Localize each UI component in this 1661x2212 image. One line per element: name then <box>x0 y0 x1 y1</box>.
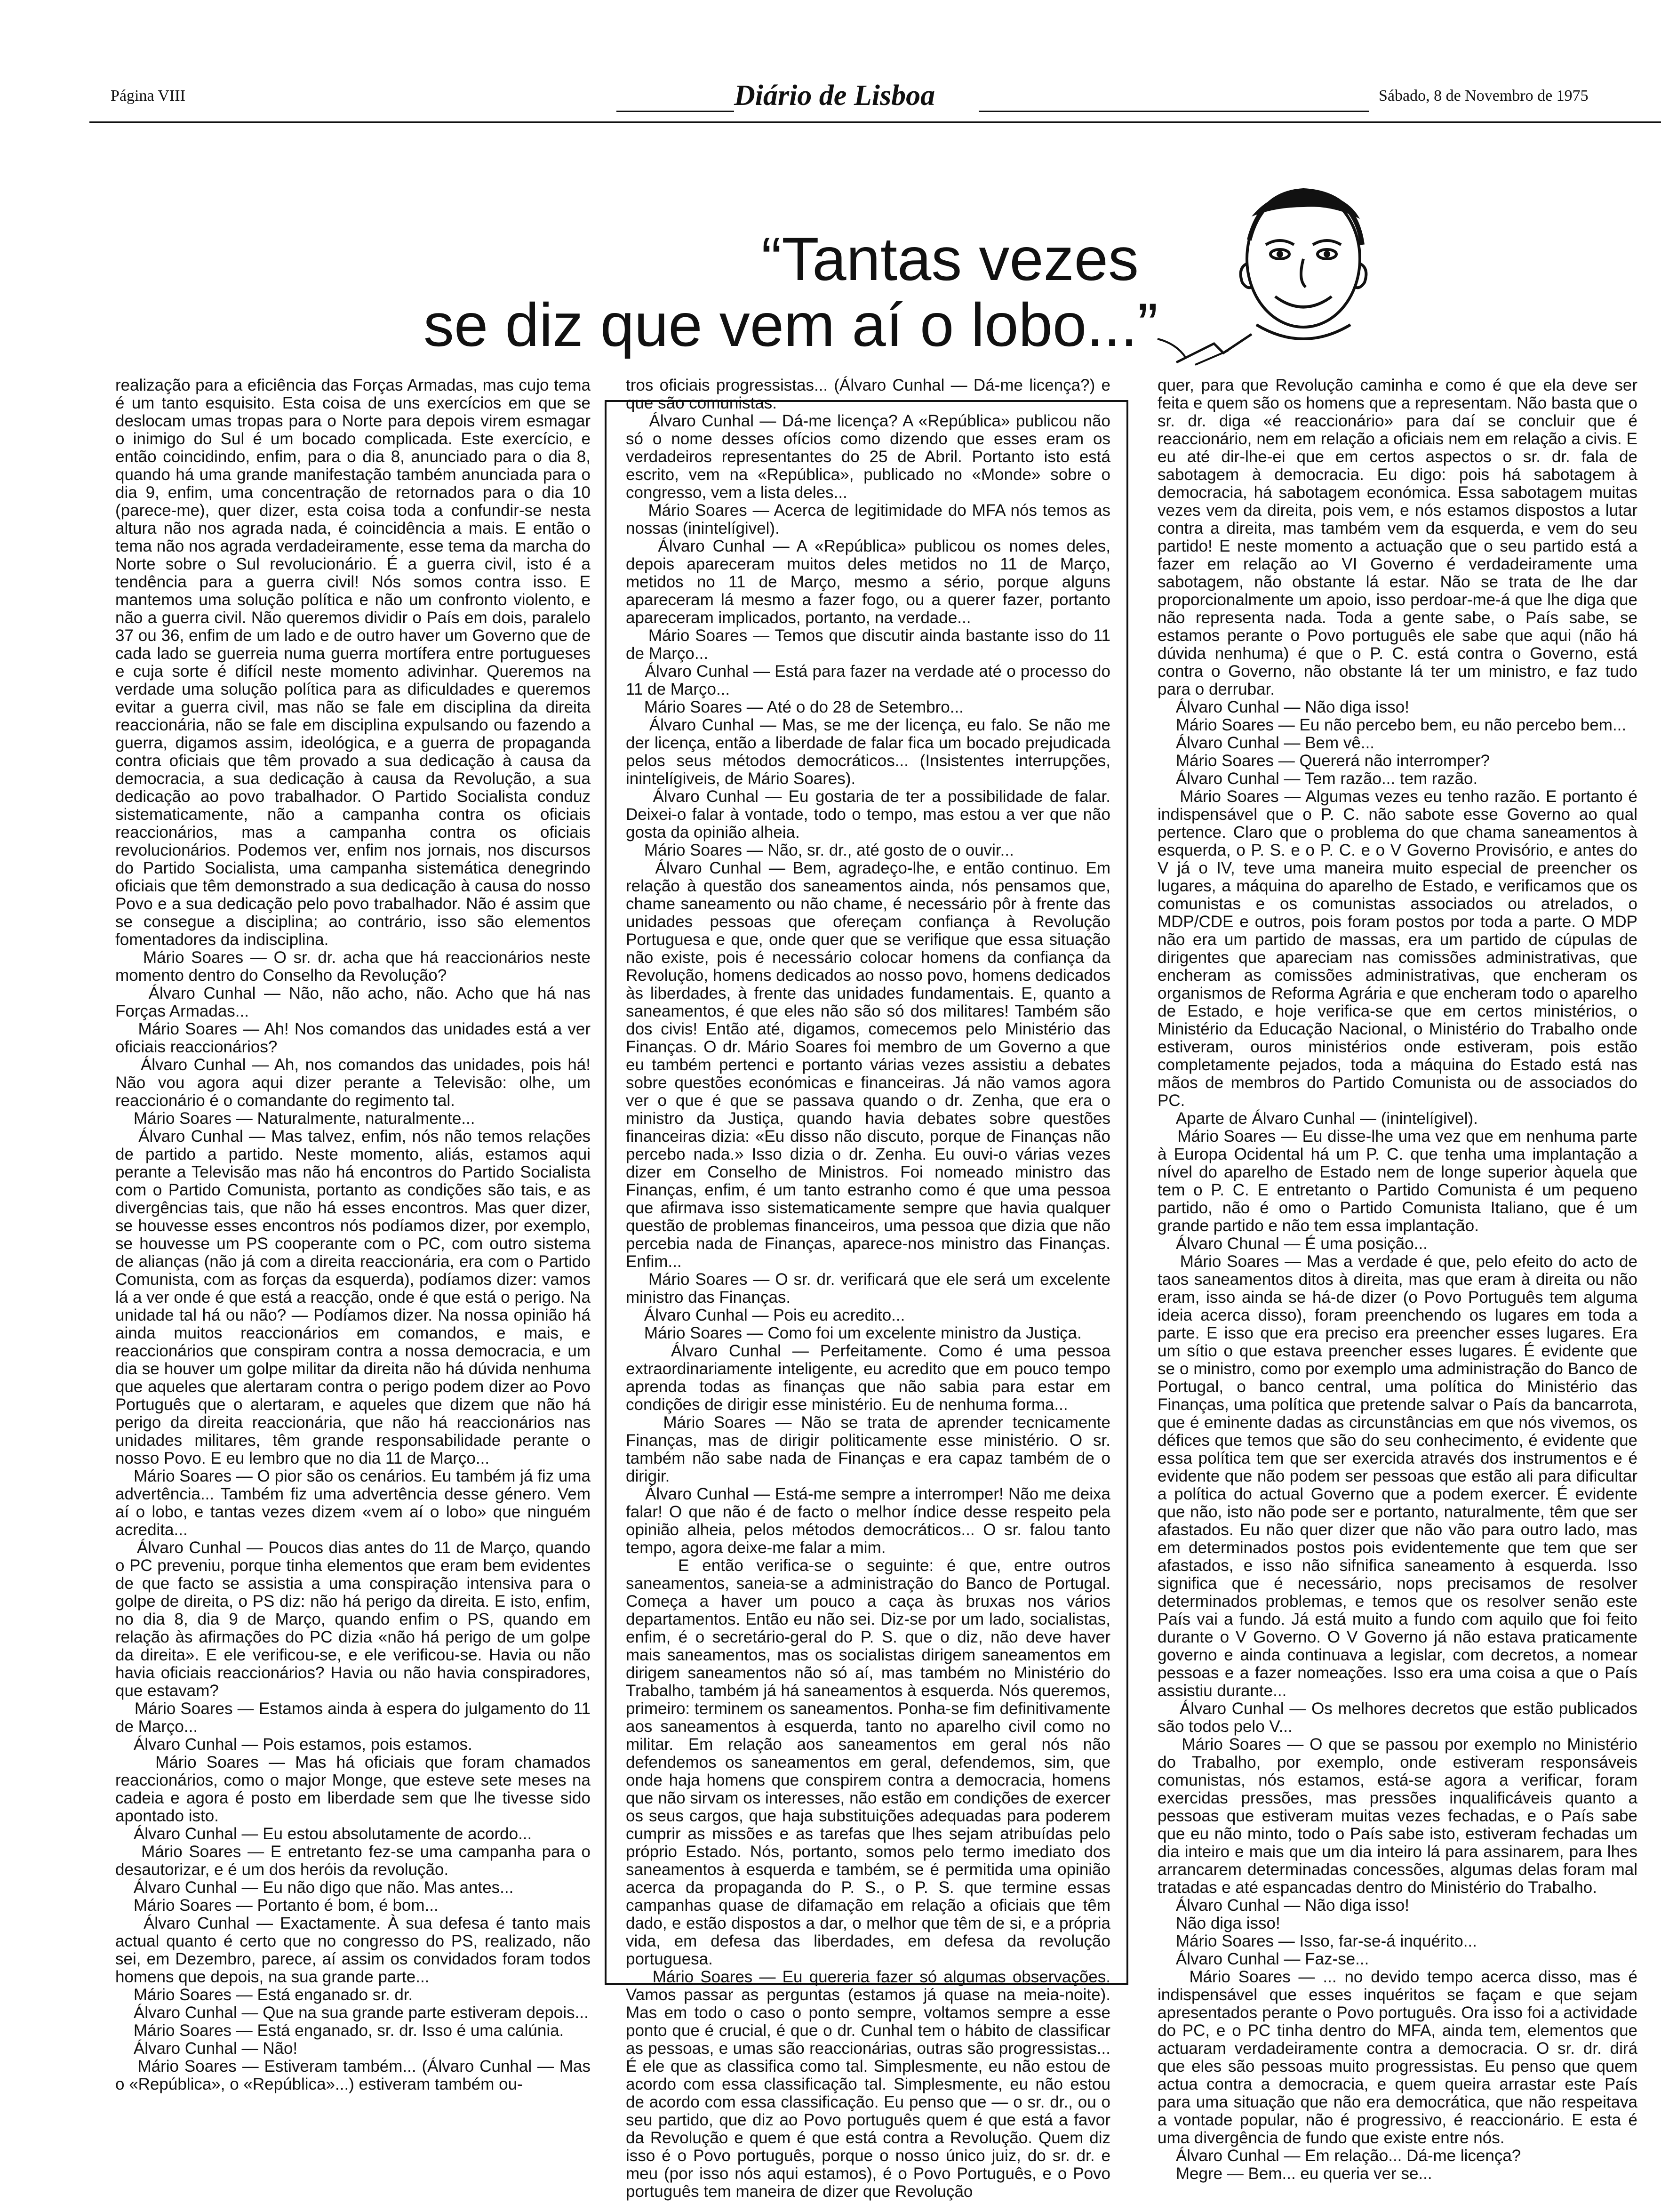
page-header <box>89 71 1661 122</box>
headline <box>423 224 1158 359</box>
masthead: Diário de Lisboa <box>734 80 935 112</box>
article-column-2: tros oficiais progressistas... (Álvaro Cunhal — Dá-me licença?) e que são comunistas. Álvaro Cunhal — Dá-me licença? A «República» publicou não só o nome desses ofícios como dizendo que esses eram os verdadeiros representantes do 25 de Abril. Portanto isto está escrito, vem na «República», publicado no «Monde» sobre o congresso, vem a lista deles... Mário Soares — Acerca de legitimidade do MFA nós temos as nossas (inintelígivel). Álvaro Cunhal — A «República» publicou os nomes deles, depois apareceram muitos deles metidos no 11 de Março, metidos no 11 de Março, mesmo a sério, porque alguns apareceram lá mesmo a fazer fogo, ou a querer fazer, portanto apareceram implicados, portanto, na verdade... Mário Soares — Temos que discutir ainda bastante isso do 11 de Março... Álvaro Cunhal — Está para fazer na verdade até o processo do 11 de Março... Mário Soares — Até o do 28 de Setembro... Álvaro Cunhal — Mas, se me der licença, eu falo. Se não me der licença, então a liberdade de falar fica um bocado prejudicada pelos seus métodos democráticos... (Insistentes interrupções, inintelígiveis, de Mário Soares). Álvaro Cunhal — Eu gostaria de ter a possibilidade de falar. Deixei-o falar à vontade, todo o tempo, mas estou a ver que não gosta da opinião alheia. Mário Soares — Não, sr. dr., até gosto de o ouvir... Álvaro Cunhal — Bem, agradeço-lhe, e então continuo. Em relação à questão dos saneamentos ainda, nós pensamos que, chame saneamento ou não chame, é necessário pôr à frente das unidades pessoas que ofereçam confiança à Revolução Portuguesa e que, onde quer que se verifique que essa situação não existe, pois é necessário colocar homens da confiança da Revolução, homens dedicados ao nosso povo, homens dedicados às liberdades, à frente das unidades fundamentais. E, quanto a saneamentos, é que eles não são só dos militares! Também são dos civis! Então até, digamos, comecemos pelo Ministério das Finanças. O dr. Mário Soares foi membro de um Governo a que eu também pertenci e portanto várias vezes assistiu a debates sobre questões económicas e financeiras. Já não vamos agora ver o que é que se passava quando o dr. Zenha, que era o ministro da Justiça, quando havia debates sobre questões financeiras dizia: «Eu disso não discuto, porque de Finanças não percebo nada.» Isso dizia o dr. Zenha. Eu ouvi-o várias vezes dizer em Conselho de Ministros. Foi nomeado ministro das Finanças, enfim, é um tanto estranho como é que uma pessoa que afirmava isso sistematicamente sempre que havia qualquer questão de problemas financeiros, uma pessoa que dizia que não percebia nada de Finanças, aparece-nos ministro das Finanças. Enfim... Mário Soares — O sr. dr. verificará que ele será um excelente ministro das Finanças. Álvaro Cunhal — Pois eu acredito... Mário Soares — Como foi um excelente ministro da Justiça. Álvaro Cunhal — Perfeitamente. Como é uma pessoa extraordinariamente inteligente, eu acredito que em pouco tempo aprenda todas as finanças que não sabia para estar em condições de dirigir esse ministério. Eu de nenhuma forma... Mário Soares — Não se trata de aprender tecnicamente Finanças, mas de dirigir politicamente esse ministério. O sr. também não sabe nada de Finanças e era capaz também de o dirigir. Álvaro Cunhal — Está-me sempre a interromper! Não me deixa falar! O que não é de facto o melhor índice desse respeito pela opinião alheia, pelos métodos democráticos... O sr. falou tanto tempo, agora deixe-me falar a mim. E então verifica-se o seguinte: é que, entre outros saneamentos, saneia-se a administração do Banco de Portugal. Começa a haver um pouco a caça às bruxas nos vários departamentos. Então eu não sei. Diz-se por um lado, socialistas, enfim, é o secretário-geral do P. S. que o diz, não deve haver mais saneamentos, mas os socialistas dirigem saneamentos em dirigem saneamentos não só aí, mas também no Ministério do Trabalho, também já há saneamentos à esquerda. Nós queremos, primeiro: terminem os saneamentos. Ponha-se fim definitivamente aos saneamentos à esquerda, tanto no aparelho civil como no militar. Em relação aos saneamentos em geral nós não defendemos os saneamentos em geral, defendemos, sim, que onde haja homens que conspirem contra a democracia, homens que não sirvam os interesses, não estão em condições de exercer os seus cargos, que haja substituições adequadas para poderem cumprir as missões e as tarefas que lhes sejam atribuídas pelo próprio Estado. Nós, portanto, somos pelo termo imediato dos saneamentos à esquerda e também, se é permitida uma opinião acerca da propaganda do P. S., o P. S. que termine essas campanhas quase de difamação em relação a oficiais que têm dado, e estão dispostos a dar, o melhor que têm de si, e a própria vida, em defesa das liberdades, em defesa da revolução portuguesa. Mário Soares — Eu quereria fazer só algumas observações. Vamos passar as perguntas (estamos já quase na meia-noite). Mas em todo o caso o ponto sempre, voltamos sempre a esse ponto que é crucial, é que o dr. Cunhal tem o hábito de classificar as pessoas, e umas são reaccionárias, outras são progressistas... É ele que as classifica como tal. Simplesmente, eu não estou de acordo com essa classificação tal. Simplesmente, eu não estou de acordo com essa classificação. Eu penso que — o sr. dr., ou o seu partido, que diz ao Povo português quem é que está a favor da Revolução e quem é que está contra a Revolução. Quem diz isso é o Povo português, porque o nosso único juiz, do sr. dr. e meu (por isso nós aqui estamos), é o Povo Português, e o Povo português tem maneira de dizer que Revolução <box>626 376 1111 2201</box>
article-column-1: realização para a eficiência das Forças Armadas, mas cujo tema é um tanto esquisito. Esta coisa de uns exercícios em que se deslocam umas tropas para o Norte para depois virem esmagar o inimigo do Sul é um bocado complicada. Este exercício, e então coincidindo, enfim, para o dia 8, anunciado para o dia 8, quando há uma grande manifestação também anunciada para o dia 9, enfim, uma concentração de retornados para o dia 10 (parece-me), quer dizer, esta coisa toda a confundir-se nesta altura não nos agrada nada, é coincidência a mais. E então o tema não nos agrada verdadeiramente, esse tema da marcha do Norte sobre o Sul revolucionário. É a guerra civil, isto é a tendência para a guerra civil! Nós somos contra isso. E mantemos uma solução política e não um confronto violento, e não a guerra civil. Não queremos dividir o País em dois, paralelo 37 ou 36, enfim de um lado e de outro haver um Governo que de cada lado se guerreia numa guerra mortífera entre portugueses e cuja sorte é difícil neste momento adivinhar. Queremos na verdade uma solução política para as dificuldades e queremos evitar a guerra civil, mas não se fale em disciplina da direita reaccionária, não se fale em disciplina expulsando ou fazendo a guerra, digamos assim, ideológica, e a guerra de propaganda contra oficiais que têm provado a sua dedicação à causa da democracia, a sua dedicação à causa da Revolução, a sua dedicação ao povo trabalhador. O Partido Socialista conduz sistematicamente, não a campanha contra os oficiais reaccionários, mas a campanha contra os oficiais revolucionários. Podemos ver, enfim nos jornais, nos discursos do Partido Socialista, uma campanha sistemática denegrindo oficiais que têm demonstrado a sua dedicação à causa do nosso Povo e a sua dedicação pelo povo trabalhador. Não é assim que se consegue a disciplina; ao contrário, isso são elementos fomentadores da indisciplina. Mário Soares — O sr. dr. acha que há reaccionários neste momento dentro do Conselho da Revolução? Álvaro Cunhal — Não, não acho, não. Acho que há nas Forças Armadas... Mário Soares — Ah! Nos comandos das unidades está a ver oficiais reaccionários? Álvaro Cunhal — Ah, nos comandos das unidades, pois há! Não vou agora aqui dizer perante a Televisão: olhe, um reaccionário é o comandante do regimento tal. Mário Soares — Naturalmente, naturalmente... Álvaro Cunhal — Mas talvez, enfim, nós não temos relações de partido a partido. Neste momento, aliás, estamos aqui perante a Televisão mas não há encontros do Partido Socialista com o Partido Comunista, portanto as condições são tais, e as divergências tais, que não há esses encontros. Mas quer dizer, se houvesse esses encontros nós podíamos dizer, por exemplo, se houvesse um PS cooperante com o PC, com outro sistema de alianças (não já com a direita reaccionária, era com o Partido Comunista, com as forças da esquerda), podíamos dizer: vamos lá a ver onde é que está a reacção, onde é que está o perigo. Na unidade tal há ou não? — Podíamos dizer. Na nossa opinião há ainda muitos reaccionários em comandos, e mais, e reaccionários que conspiram contra a nossa democracia, e um dia se houver um golpe militar da direita não há dúvida nenhuma que aqueles que alertaram contra o perigo podem dizer ao Povo Português que o alertaram, e aqueles que dizem que não há perigo da direita reaccionária, que não há reaccionários nas unidades militares, têm grande responsabilidade perante o nosso Povo. E eu lembro que no dia 11 de Março... Mário Soares — O pior são os cenários. Eu também já fiz uma advertência... Também fiz uma advertência desse género. Vem aí o lobo, e tantas vezes dizem «vem aí o lobo» que ninguém acredita... Álvaro Cunhal — Poucos dias antes do 11 de Março, quando o PC preveniu, porque tinha elementos que eram bem evidentes de que facto se assistia a uma conspiração intensiva para o golpe de direita, o PS diz: não há perigo da direita. E isto, enfim, no dia 8, dia 9 de Março, quando enfim o PS, quando em relação às afirmações do PC dizia «não há perigo de um golpe da direita». E ele verificou-se, e ele verificou-se. Havia ou não havia oficiais reaccionários? Havia ou não havia conspiradores, que estavam? Mário Soares — Estamos ainda à espera do julgamento do 11 de Março... Álvaro Cunhal — Pois estamos, pois estamos. Mário Soares — Mas há oficiais que foram chamados reaccionários, como o major Monge, que esteve sete meses na cadeia e agora é posto em liberdade sem que lhe tivesse sido apontado isto. Álvaro Cunhal — Eu estou absolutamente de acordo... Mário Soares — E entretanto fez-se uma campanha para o desautorizar, e é um dos heróis da revolução. Álvaro Cunhal — Eu não digo que não. Mas antes... Mário Soares — Portanto é bom, é bom... Álvaro Cunhal — Exactamente. À sua defesa é tanto mais actual quanto é certo que no congresso do PS, realizado, não sei, em Dezembro, parece, aí assim os convidados foram todos homens que depois, na sua grande parte... Mário Soares — Está enganado sr. dr. Álvaro Cunhal — Que na sua grande parte estiveram depois... Mário Soares — Está enganado, sr. dr. Isso é uma calúnia. Álvaro Cunhal — Não! Mário Soares — Estiveram também... (Álvaro Cunhal — Mas o «República», o «República»...) estiveram também ou- <box>115 376 591 2093</box>
masthead-rule-left <box>616 111 734 112</box>
header-rule <box>89 121 1661 123</box>
issue-date: Sábado, 8 de Novembro de 1975 <box>1379 87 1589 104</box>
caricature-portrait-icon <box>1148 184 1440 367</box>
headline-line-1: “Tantas vezes <box>761 224 1139 293</box>
article-column-3: quer, para que Revolução caminha e como é que ela deve ser feita e quem são os homens que a representam. Não basta que o sr. dr. diga «é reaccionário» para daí se concluir que é reaccionário, nem em relação a oficiais nem em relação a civis. E eu até dir-lhe-ei que em certos aspectos o sr. dr. fala de sabotagem à democracia. Eu digo: pois há sabotagem à democracia, há sabotagem económica. Essa sabotagem muitas vezes vem da direita, pois vem, e nós estamos dispostos a lutar contra a direita, mas também vem da esquerda, e vem do seu partido! E neste momento a actuação que o seu partido está a fazer em relação ao VI Governo é verdadeiramente uma sabotagem, não obstante lá estar. Não se trata de lhe dar proporcionalmente um apoio, isso perdoar-me-á que lhe diga que não representa nada. Toda a gente sabe, o País sabe, se estamos perante o Povo português ele sabe que aqui (não há dúvida nenhuma) é que o P. C. está contra o Governo, está contra o Governo, não obstante lá ter um ministro, e faz tudo para o derrubar. Álvaro Cunhal — Não diga isso! Mário Soares — Eu não percebo bem, eu não percebo bem... Álvaro Cunhal — Bem vê... Mário Soares — Quererá não interromper? Álvaro Cunhal — Tem razão... tem razão. Mário Soares — Algumas vezes eu tenho razão. E portanto é indispensável que o P. C. não sabote esse Governo ao qual pertence. Claro que o problema do que chama saneamentos à esquerda, o P. S. e o P. C. e o V Governo Provisório, e antes do V já o IV, teve uma maneira muito especial de preencher os lugares, a máquina do aparelho de Estado, e verificamos que os comunistas e os comunistas associados ou atrelados, o MDP/CDE e outros, pois foram postos por toda a parte. O MDP não era um partido de massas, era um partido de cúpulas de dirigentes que apareciam nas comissões administrativas, que encheram as comissões administrativas, que encheram os organismos de Reforma Agrária e que encheram todo o aparelho de Estado, e hoje verifica-se que em certos ministérios, o Ministério da Educação Nacional, o Ministério do Trabalho onde estiveram, ouros ministérios onde estiveram, pois estão completamente pejados, toda a máquina do Estado está nas mãos de membros do Partido Comunista ou de associados do PC. Aparte de Álvaro Cunhal — (inintelígivel). Mário Soares — Eu disse-lhe uma vez que em nenhuma parte à Europa Ocidental há um P. C. que tenha uma implantação a nível do aparelho de Estado nem de longe superior àquela que tem o P. C. E entretanto o Partido Comunista é um pequeno partido, não é omo o Partido Comunista Italiano, que é um grande partido e não tem essa implantação. Álvaro Chunal — É uma posição... Mário Soares — Mas a verdade é que, pelo efeito do acto de taos saneamentos ditos à direita, mas que eram à direita ou não eram, isso ainda se há-de dizer (o Povo Português tem alguma ideia acerca disso), foram preenchendo os lugares em toda a parte. E isso que era preciso era preencher esses lugares. Era um sítio o que estava preencher esses lugares. É evidente que se o ministro, como por exemplo uma administração do Banco de Portugal, o banco central, uma política do Ministério das Finanças, uma política que pretende salvar o País da bancarrota, que é eminente dadas as circunstâncias em que nós vivemos, os défices que temos que são do seu conhecimento, é evidente que essa política tem que ser exercida através dos instrumentos e é evidente que não podem ser pessoas que estão ali para dificultar a política do actual Governo que a podem exercer. É evidente que não, isto não pode ser e portanto, naturalmente, têm que ser afastados. Eu não quer dizer que não vão para outro lado, mas em determinados postos pois evidentemente que tem que ser afastados, e isso não sifnifica saneamento à esquerda. Isso significa que é necessário, nops precisamos de resolver determinados problemas, e temos que os resolver senão este País vai a fundo. Já está muito a fundo com aquilo que foi feito durante o V Governo. O V Governo já não estava praticamente governo e ainda continuava a legislar, com decretos, a nomear pessoas e a fazer nomeações. Isso era uma coisa a que o País assistiu durante... Álvaro Cunhal — Os melhores decretos que estão publicados são todos pelo V... Mário Soares — O que se passou por exemplo no Ministério do Trabalho, por exemplo, onde estiveram responsáveis comunistas, nós estamos, está-se agora a verificar, foram exercidas pressões, mas pressões inqualificáveis quanto a pessoas que estiveram muitas vezes fechadas, e o País sabe que eu não minto, todo o País sabe isto, estiveram fechadas um dia inteiro e mais que um dia inteiro lá para assinarem, para lhes arrancarem determinadas concessões, algumas delas foram mal tratadas e até espancadas dentro do Ministério do Trabalho. Álvaro Cunhal — Não diga isso! Não diga isso! Mário Soares — Isso, far-se-á inquérito... Álvaro Cunhal — Faz-se... Mário Soares — ... no devido tempo acerca disso, mas é indispensável que esses inquéritos se façam e que sejam apresentados perante o Povo português. Ora isso foi a actividade do PC, e o PC tinha dentro do MFA, ainda tem, elementos que actuaram verdadeiramente contra a democracia. O sr. dr. dirá que eles são pessoas muito progressistas. Eu penso que quem actua contra a democracia, e quem queira arrastar este País para uma situação que não era democrática, que não respeitava a vontade popular, não é progressivo, é reaccionário. E esta é uma divergência de fundo que existe entre nós. Álvaro Cunhal — Em relação... Dá-me licença? Megre — Bem... eu queria ver se... <box>1158 376 1638 2183</box>
page-label: Página VIII <box>111 87 185 104</box>
masthead-rule-right <box>979 111 1369 112</box>
headline-line-2: se diz que vem aí o lobo...” <box>423 290 1158 359</box>
